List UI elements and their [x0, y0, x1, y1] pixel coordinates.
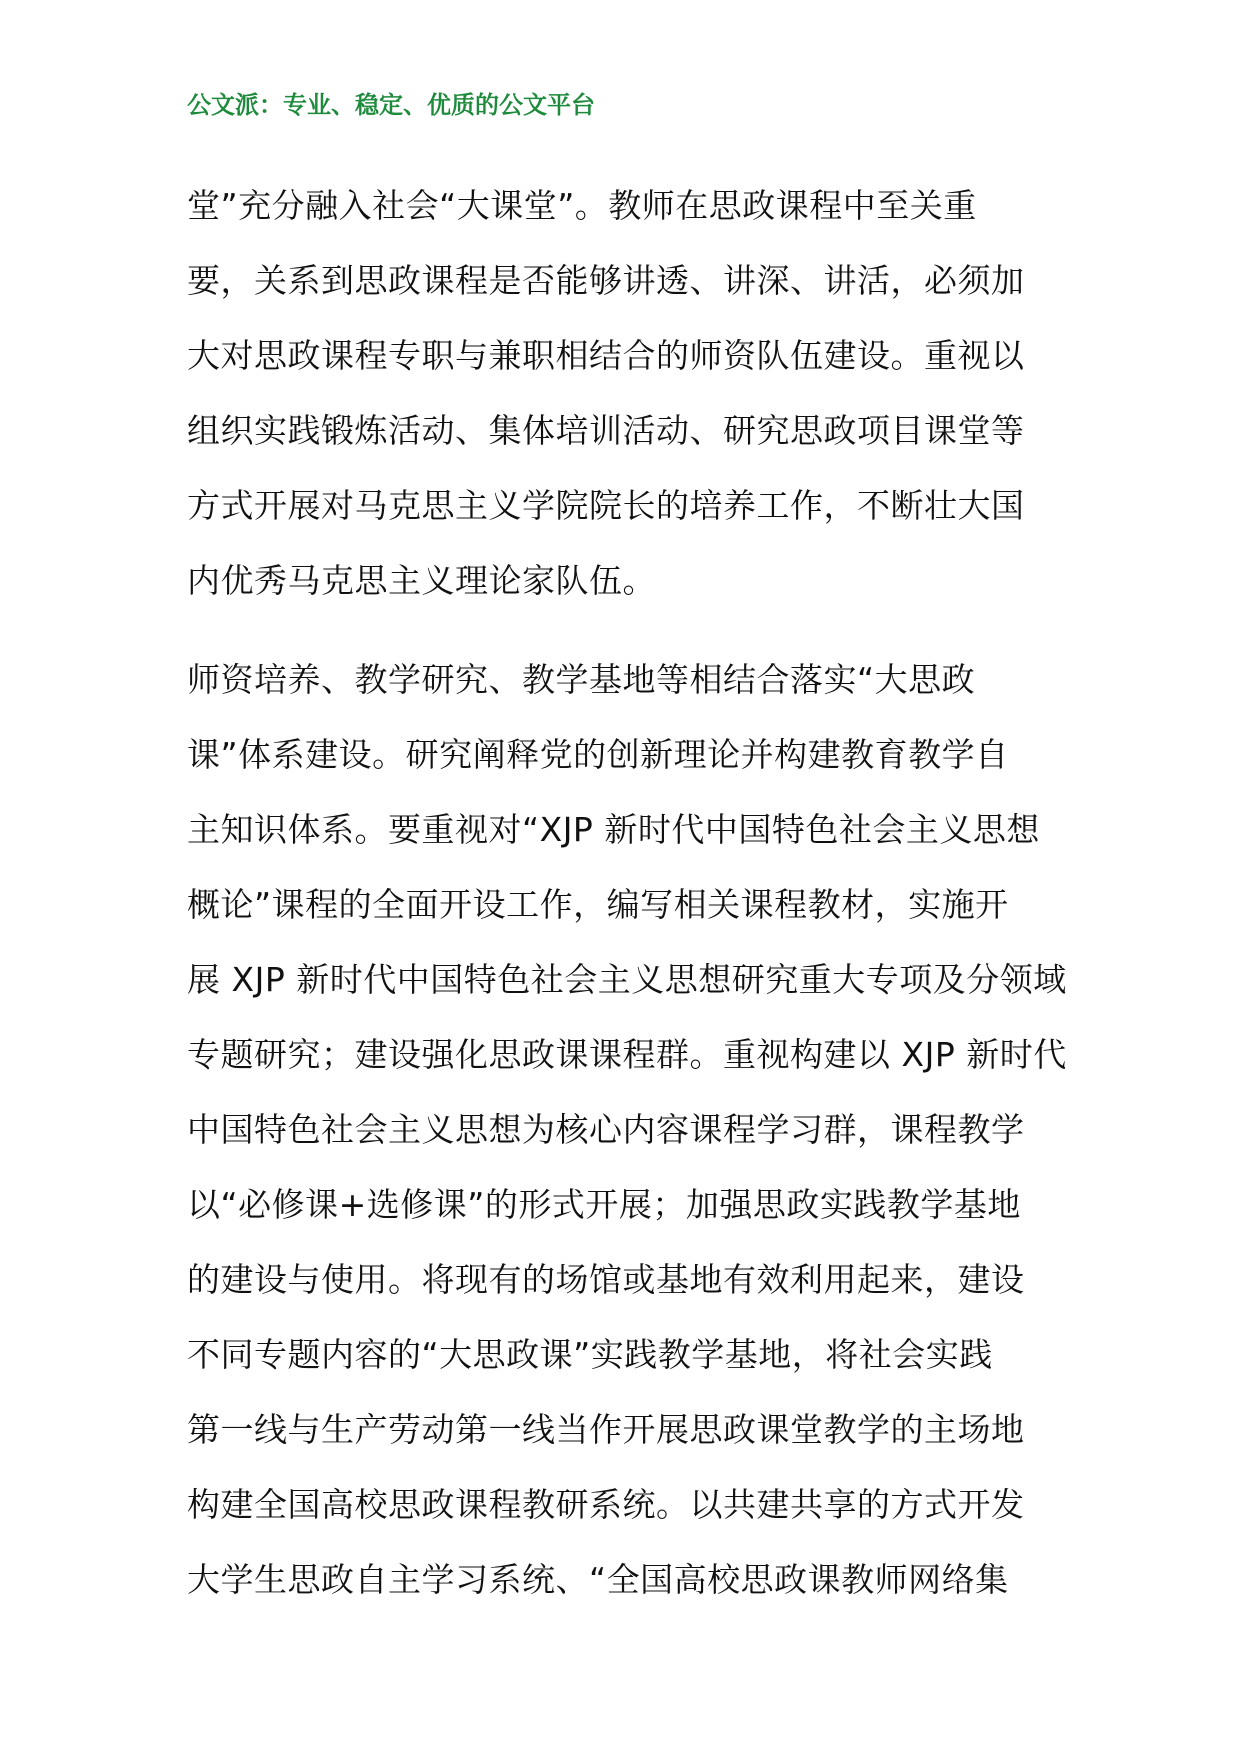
text-line: 概论”课程的全面开设工作，编写相关课程教材，实施开 — [187, 885, 1009, 924]
text-line: 展 XJP 新时代中国特色社会主义思想研究重大专项及分领域 — [187, 960, 1067, 999]
text-line: 的建设与使用。将现有的场馆或基地有效利用起来，建设 — [187, 1260, 1025, 1299]
text-line: 堂”充分融入社会“大课堂”。教师在思政课程中至关重 — [187, 186, 977, 225]
paragraph — [187, 168, 1057, 618]
text-line: 大学生思政自主学习系统、“全国高校思政课教师网络集 — [187, 1560, 1009, 1599]
page-header: 公文派：专业、稳定、优质的公文平台 — [187, 91, 595, 119]
text-line: 师资培养、教学研究、教学基地等相结合落实“大思政 — [187, 660, 976, 699]
text-line: 以“必修课+选修课”的形式开展；加强思政实践教学基地 — [187, 1185, 1021, 1224]
text-line: 要，关系到思政课程是否能够讲透、讲深、讲活，必须加 — [187, 261, 1025, 300]
text-line: 第一线与生产劳动第一线当作开展思政课堂教学的主场地 — [187, 1410, 1025, 1449]
paragraph — [187, 642, 1067, 1617]
text-line: 主知识体系。要重视对“XJP 新时代中国特色社会主义思想 — [187, 810, 1040, 849]
document-body — [187, 168, 1067, 1617]
text-line: 专题研究；建设强化思政课课程群。重视构建以 XJP 新时代 — [187, 1035, 1067, 1074]
text-line: 构建全国高校思政课程教研系统。以共建共享的方式开发 — [187, 1485, 1025, 1524]
text-line: 中国特色社会主义思想为核心内容课程学习群，课程教学 — [187, 1110, 1025, 1149]
text-line: 内优秀马克思主义理论家队伍。 — [187, 561, 656, 600]
text-line: 方式开展对马克思主义学院院长的培养工作，不断壮大国 — [187, 486, 1025, 525]
text-line: 组织实践锻炼活动、集体培训活动、研究思政项目课堂等 — [187, 411, 1025, 450]
text-line: 不同专题内容的“大思政课”实践教学基地，将社会实践 — [187, 1335, 993, 1374]
text-line: 课”体系建设。研究阐释党的创新理论并构建教育教学自 — [187, 735, 1009, 774]
text-line: 大对思政课程专职与兼职相结合的师资队伍建设。重视以 — [187, 336, 1025, 375]
